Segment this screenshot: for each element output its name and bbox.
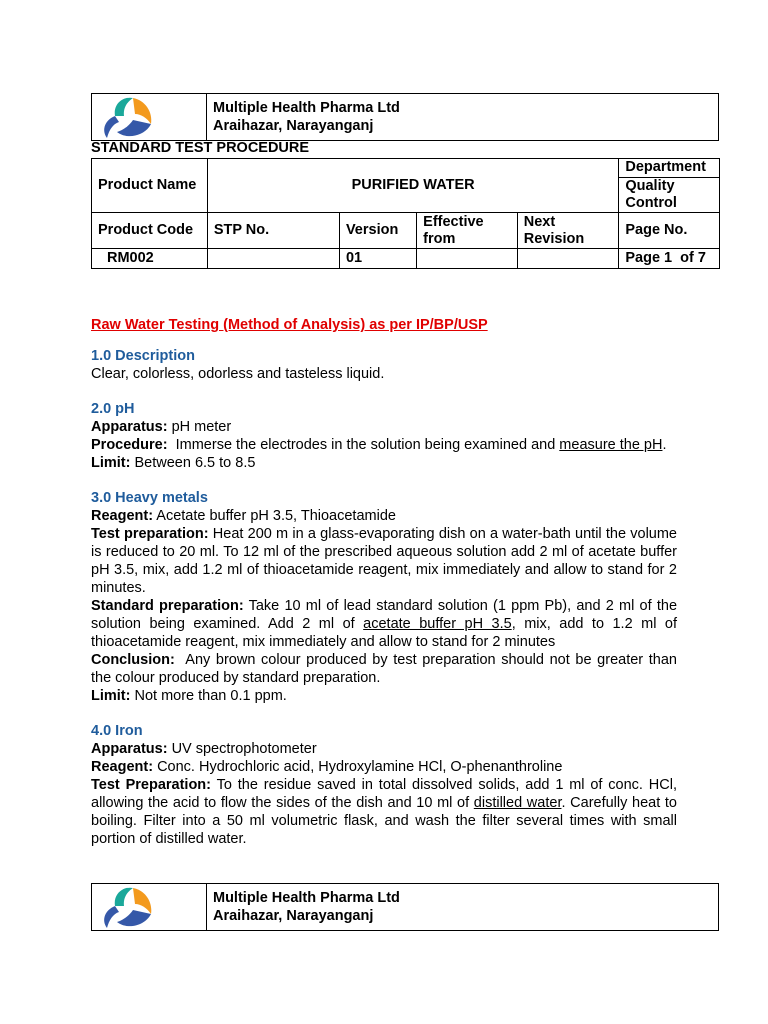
product-code-label: Product Code [92,213,208,249]
department-label: Department [619,159,719,178]
section-heading-description: 1.0 Description [91,348,195,364]
hm-standard-preparation [91,597,677,651]
logo-cell [92,94,207,140]
ph-procedure: Procedure: Immerse the electrodes in the solution being examined and measure the pH. [91,437,667,453]
value: UV spectrophotometer [167,741,317,757]
value: Between 6.5 to 8.5 [130,455,256,471]
department-cell [619,159,720,213]
value: Take 10 ml of lead standard solution (1 ppm Pb), and 2 ml of the solution being examined. Add 2 ml of [91,598,678,632]
value: Conc. Hydrochloric acid, Hydroxylamine HCl, O-phenanthroline [153,759,563,775]
section-heading-iron: 4.0 Iron [91,723,143,739]
section-heading-heavy-metals: 3.0 Heavy metals [91,490,208,506]
table-row [92,213,720,249]
value: Heat 200 m in a glass-evaporating dish on a water-bath until the volume is reduced to 20 ml. To 12 ml of the prescribed aqueous solution add 2 ml of acetate buffer pH 3.5, mix, add 1.2 ml of thioacetamide reagent, mix immediately and allow to stand for 2 minutes. [91,526,677,596]
hm-test-preparation [91,525,677,597]
label: Test Preparation: [91,777,211,793]
iron-apparatus [91,740,677,758]
hm-conclusion [91,651,682,687]
value: Acetate buffer pH 3.5, Thioacetamide [153,508,396,524]
value: Immerse the electrodes in the solution being examined and [167,437,560,453]
label: Standard preparation: [91,598,244,614]
label: Reagent: [91,759,154,775]
company-info [207,94,406,140]
value: Not more than 0.1 ppm. [130,688,287,704]
value: . Carefully heat to boiling. Filter into a 50 ml volumetric flask, and wash the filter several times with small portion of distilled water. [91,795,677,847]
ph-limit [91,454,677,472]
hm-reagent [91,507,677,525]
next-revision-label: Next Revision [517,213,619,249]
page-no-label: Page No. [619,213,720,249]
company-logo-icon [97,94,159,140]
company-logo-icon [97,884,159,930]
label: Reagent: [91,508,154,524]
doc-title: STANDARD TEST PROCEDURE [91,140,310,156]
table-row [92,249,720,269]
iron-reagent [91,758,677,776]
value: pH meter [167,419,232,435]
company-info [207,884,406,930]
company-address: Araihazar, Narayanganj [213,118,374,134]
description-text: Clear, colorless, odorless and tasteless liquid. [91,366,385,382]
page-no-value: Page 1 of 7 [619,249,720,269]
stp-info-table [91,158,720,269]
iron-test-preparation [91,776,677,848]
product-name-value: PURIFIED WATER [207,159,619,213]
company-name: Multiple Health Pharma Ltd [213,100,400,116]
section-heading-ph: 2.0 pH [91,401,135,417]
hm-limit [91,687,677,705]
document-body [91,316,682,848]
label: Test preparation: [91,526,209,542]
version-label: Version [339,213,416,249]
main-title: Raw Water Testing (Method of Analysis) as per IP/BP/USP [91,317,488,333]
label: Apparatus: [91,741,168,757]
effective-label: Effective from [417,213,518,249]
underlined-text: distilled water [473,795,562,811]
department-value: Quality Control [625,178,677,211]
label: Limit: [91,455,131,471]
label: Procedure: [91,437,168,453]
value: Any brown colour produced by test preparation should not be greater than the colour produced by standard preparation. [91,652,682,686]
letterhead-next-page [91,883,719,931]
next-revision-value [517,249,619,269]
value: To the residue saved in total dissolved solids, add 1 ml of conc. HCl, allowing the acid to flow the sides of the dish and 10 ml of [91,777,677,811]
table-row [92,159,720,213]
label: Apparatus: [91,419,168,435]
effective-value [417,249,518,269]
product-code-value: RM002 [92,249,208,269]
version-value: 01 [339,249,416,269]
company-name: Multiple Health Pharma Ltd [213,890,400,906]
ph-apparatus [91,418,677,436]
underlined-text: acetate buffer pH 3.5 [363,616,512,632]
stp-no-value [207,249,339,269]
stp-no-label: STP No. [207,213,339,249]
label: Conclusion: [91,652,175,668]
company-address: Araihazar, Narayanganj [213,908,374,924]
underlined-text: measure the pH [559,437,663,453]
product-name-label: Product Name [92,159,208,213]
label: Limit: [91,688,131,704]
logo-cell [92,884,207,930]
letterhead [91,93,719,141]
value: , mix, add to 1.2 ml of thioacetamide reagent, mix immediately and allow to stand for 2 minutes [91,616,677,650]
